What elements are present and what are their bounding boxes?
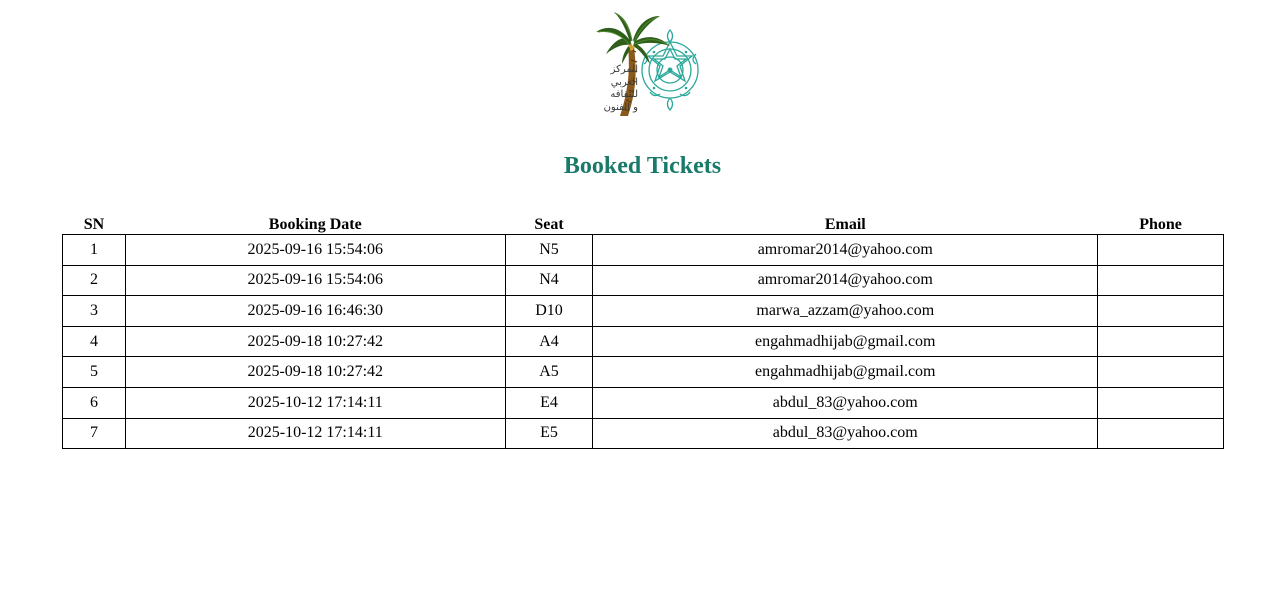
cell-sn: 4 [63,326,126,357]
logo-text-line: و الفنون [603,101,638,113]
column-header-phone: Phone [1139,216,1182,233]
cell-sn: 5 [63,357,126,388]
cell-seat: A4 [505,326,593,357]
cell-sn: 1 [63,235,126,266]
palm-tree-logo [584,8,702,122]
table-row [63,418,1224,449]
cell-email: engahmadhijab@gmail.com [593,357,1098,388]
cell-booking-date: 2025-10-12 17:14:11 [125,387,505,418]
cell-seat: E5 [505,418,593,449]
logo-text-line: المركز [610,64,638,75]
cell-email: engahmadhijab@gmail.com [593,326,1098,357]
column-header-sn: SN [83,216,105,233]
page-title: Booked Tickets [563,153,722,179]
table-row [63,235,1224,266]
cell-seat: A5 [505,357,593,388]
table-header-row [63,213,1224,235]
cell-email: amromar2014@yahoo.com [593,265,1098,296]
table-row [63,326,1224,357]
cell-seat: N4 [505,265,593,296]
cell-booking-date: 2025-09-18 10:27:42 [125,357,505,388]
cell-email: marwa_azzam@yahoo.com [593,296,1098,327]
cell-booking-date: 2025-09-18 10:27:42 [125,326,505,357]
logo-arabic-text [578,64,638,114]
cell-sn: 2 [63,265,126,296]
cell-sn: 6 [63,387,126,418]
cell-sn: 3 [63,296,126,327]
table-header [63,213,1224,235]
cell-phone [1098,235,1224,266]
cell-booking-date: 2025-09-16 16:46:30 [125,296,505,327]
cell-seat: E4 [505,387,593,418]
column-header-seat: Seat [534,216,564,233]
table-row [63,357,1224,388]
cell-phone [1098,387,1224,418]
table-row [63,387,1224,418]
column-header-email: Email [824,216,866,233]
column-header-booking-date: Booking Date [268,216,362,233]
cell-phone [1098,418,1224,449]
cell-sn: 7 [63,418,126,449]
cell-phone [1098,326,1224,357]
cell-booking-date: 2025-09-16 15:54:06 [125,265,505,296]
booked-tickets-table [62,213,1224,449]
cell-phone [1098,265,1224,296]
cell-email: abdul_83@yahoo.com [593,418,1098,449]
cell-seat: N5 [505,235,593,266]
table-row [63,296,1224,327]
cell-seat: D10 [505,296,593,327]
cell-booking-date: 2025-09-16 15:54:06 [125,235,505,266]
cell-email: amromar2014@yahoo.com [593,235,1098,266]
table-body [63,235,1224,449]
cell-booking-date: 2025-10-12 17:14:11 [125,418,505,449]
logo-text-line: للثقافه [610,89,638,100]
cell-email: abdul_83@yahoo.com [593,387,1098,418]
cell-phone [1098,296,1224,327]
table-row [63,265,1224,296]
cell-phone [1098,357,1224,388]
logo-text-line: العربي [610,76,638,88]
